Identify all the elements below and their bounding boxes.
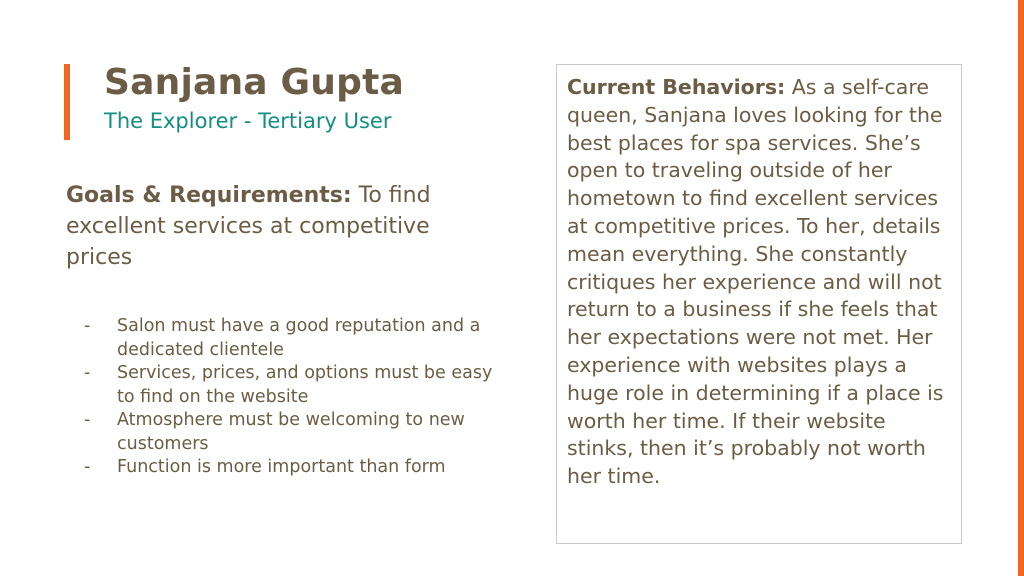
list-dash: -: [84, 457, 91, 477]
requirements-list: [66, 315, 506, 480]
goals-text: To find excellent services at competitive prices: [66, 183, 431, 270]
list-item: [66, 409, 506, 456]
list-dash: -: [84, 410, 91, 430]
behaviors-label: Current Behaviors:: [567, 75, 786, 99]
list-item: [66, 456, 506, 480]
list-item-text: Atmosphere must be welcoming to new customers: [117, 410, 465, 454]
persona-name: Sanjana Gupta: [104, 62, 404, 103]
list-item-text: Salon must have a good reputation and a dedicated clientele: [117, 316, 481, 360]
list-dash: -: [84, 363, 91, 383]
left-accent-bar: [64, 64, 70, 140]
goals-section: [66, 180, 486, 273]
right-accent-bar: [1018, 0, 1024, 576]
behaviors-text: As a self-care queen, Sanjana loves looking for the best places for spa services. She’s open to traveling outside of her hometown to find excellent services at competitive prices. To her, details mean everything. She constantly critiques her experience and will not return to a business if she feels that her expectations were not met. Her experience with websites plays a huge role in determining if a place is worth her time. If their website stinks, then it’s probably not worth her time.: [567, 75, 944, 489]
list-item-text: Function is more important than form: [117, 457, 446, 477]
list-item: [66, 362, 506, 409]
list-item: [66, 315, 506, 362]
current-behaviors-box: [556, 64, 962, 544]
list-dash: -: [84, 316, 91, 336]
goals-label: Goals & Requirements:: [66, 183, 352, 208]
list-item-text: Services, prices, and options must be easy to find on the website: [117, 363, 493, 407]
persona-role: The Explorer - Tertiary User: [104, 109, 392, 133]
